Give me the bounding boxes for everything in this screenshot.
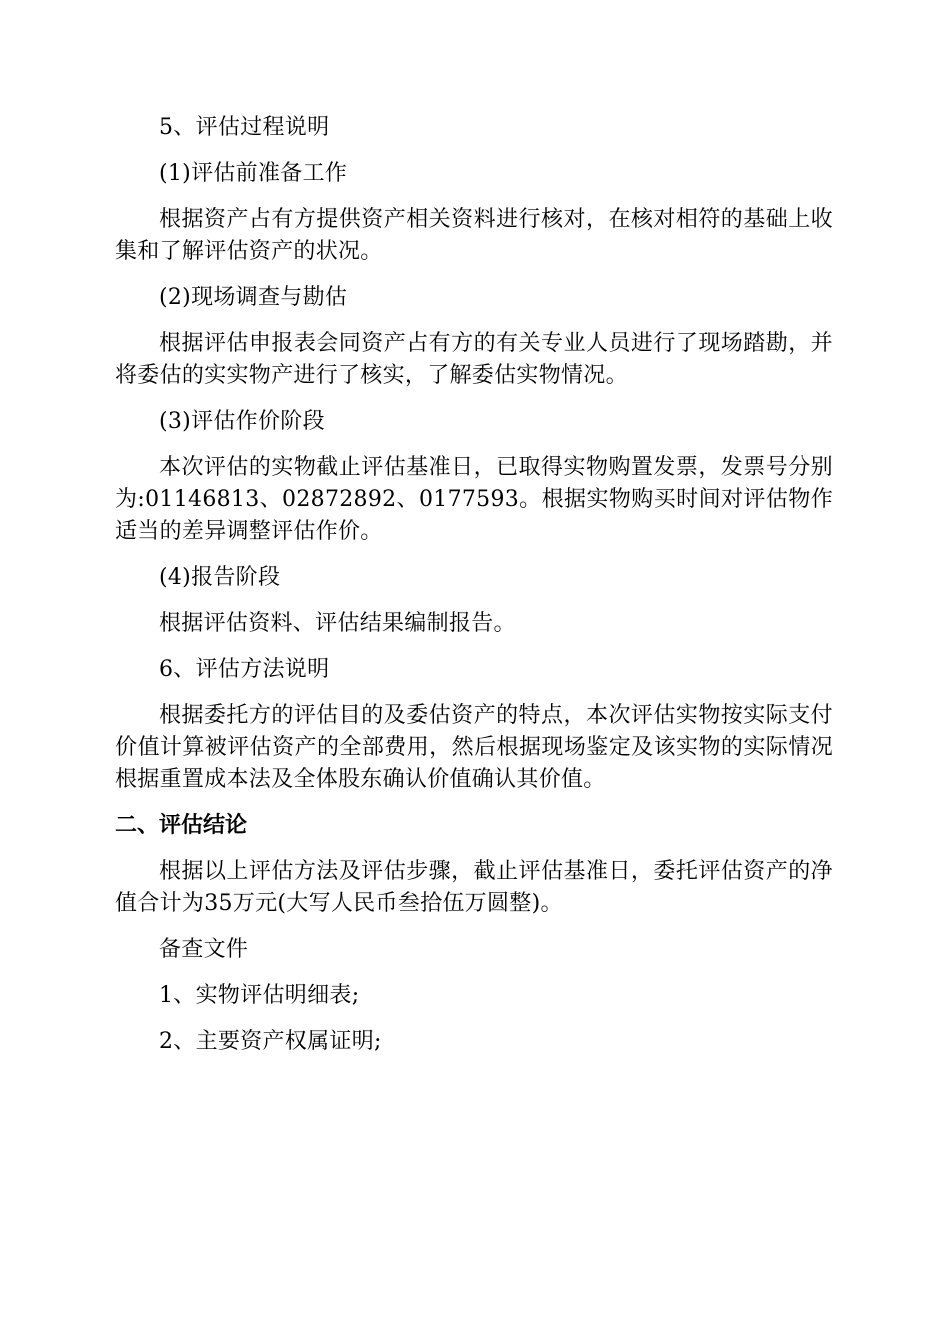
- body-paragraph: 根据委托方的评估目的及委估资产的特点，本次评估实物按实际支付价值计算被评估资产的全部费用，然后根据现场鉴定及该实物的实际情况根据重置成本法及全体股东确认价值确认其价值。: [115, 703, 833, 792]
- body-paragraph: 根据评估资料、评估结果编制报告。: [159, 611, 516, 636]
- subsection-heading-1: (1)评估前准备工作: [159, 161, 348, 186]
- body-paragraph: 本次评估的实物截止评估基准日，已取得实物购置发票，发票号分别为:01146813、02872892、0177593。根据实物购买时间对评估物作适当的差异调整评估作价。: [115, 455, 833, 544]
- document-body: [115, 112, 833, 1058]
- section-heading: 二、评估结论: [115, 813, 248, 838]
- subsection-heading-3: (3)评估作价阶段: [159, 409, 325, 434]
- appendix-title: 备查文件: [159, 937, 249, 962]
- subsection-heading-4: (4)报告阶段: [159, 565, 281, 590]
- appendix-item-1: 1、实物评估明细表;: [159, 983, 360, 1008]
- section-item-5: 5、评估过程说明: [159, 115, 330, 140]
- appendix-item-2: 2、主要资产权属证明;: [159, 1029, 382, 1054]
- conclusion-paragraph: 根据以上评估方法及评估步骤，截止评估基准日，委托评估资产的净值合计为35万元(大写人民币叁拾伍万圆整)。: [115, 859, 833, 916]
- body-paragraph: 根据资产占有方提供资产相关资料进行核对，在核对相符的基础上收集和了解评估资产的状况。: [115, 207, 833, 264]
- subsection-heading-2: (2)现场调查与勘估: [159, 285, 348, 310]
- body-paragraph: 根据评估申报表会同资产占有方的有关专业人员进行了现场踏勘，并将委估的实实物产进行了核实，了解委估实物情况。: [115, 331, 833, 388]
- section-item-6: 6、评估方法说明: [159, 657, 330, 682]
